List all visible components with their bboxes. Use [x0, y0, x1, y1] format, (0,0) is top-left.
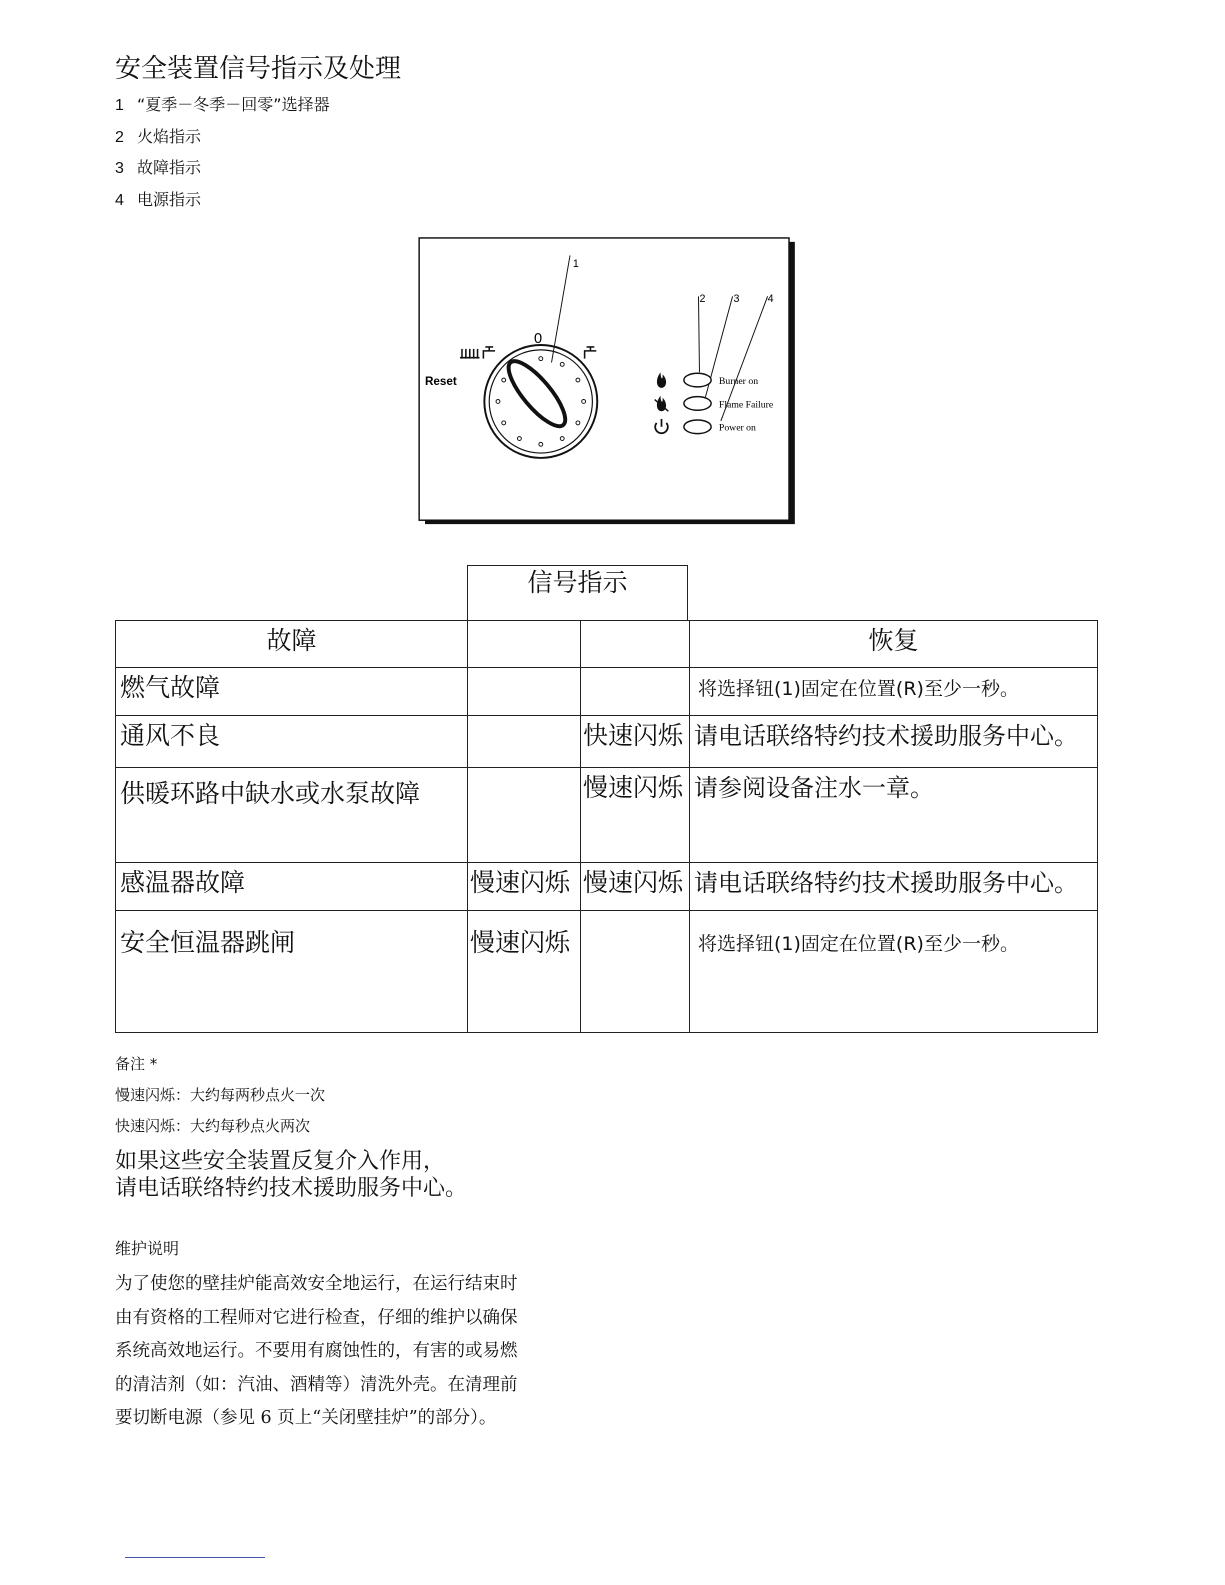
control-panel-diagram — [416, 236, 798, 528]
legend-text: 电源指示 — [137, 189, 202, 209]
notes-block — [115, 1050, 325, 1143]
table-row — [116, 668, 1098, 716]
legend-number: 4 — [115, 191, 124, 209]
dial-dot — [560, 362, 564, 366]
fault-cell: 通风不良 — [116, 716, 468, 768]
legend-item — [115, 155, 330, 187]
legend-item — [115, 187, 330, 219]
note-fast-blink: 快速闪烁：大约每秒点火两次 — [115, 1117, 311, 1135]
callout-label-2: 2 — [699, 293, 706, 306]
signal-cell-1: 慢速闪烁 — [468, 863, 581, 911]
maintenance-line: 由有资格的工程师对它进行检查，仔细的维护以确保 — [115, 1307, 518, 1328]
maintenance-line: 要切断电源（参见 6 页上“关闭壁挂炉”的部分）。 — [115, 1408, 497, 1428]
dial-dot — [539, 357, 543, 361]
fault-cell: 燃气故障 — [116, 668, 468, 716]
table-row — [116, 863, 1098, 911]
fault-header: 故障 — [116, 621, 468, 668]
callout-label-3: 3 — [733, 293, 740, 306]
notes-heading: 备注 * — [115, 1055, 158, 1073]
table-header-row — [116, 621, 1098, 668]
callout-label-4: 4 — [767, 293, 774, 306]
signal-cell-1 — [468, 668, 581, 716]
signal-cell-2: 慢速闪烁 — [581, 768, 690, 863]
signal-cell-1 — [468, 768, 581, 863]
legend-item — [115, 124, 330, 156]
footer-rule — [125, 1557, 265, 1558]
legend-text: 故障指示 — [137, 158, 202, 177]
dial-dot — [502, 421, 506, 425]
recovery-cell: 请参阅设备注水一章。 — [690, 768, 1098, 863]
fault-table — [115, 620, 1098, 1033]
dial-dot — [539, 442, 543, 446]
indicator-label-power: Power on — [718, 422, 756, 434]
recovery-cell: 请电话联络特约技术援助服务中心。 — [690, 716, 1098, 768]
signal-cell-2 — [581, 911, 690, 1033]
repeat-intervention-notice — [115, 1148, 467, 1202]
dial-dot — [517, 437, 521, 441]
led-flame-failure — [684, 397, 711, 411]
maintenance-heading: 维护说明 — [115, 1239, 180, 1258]
indicator-label-burner: Burner on — [718, 375, 759, 387]
legend-list — [115, 92, 330, 218]
note-slow-blink: 慢速闪烁：大约每两秒点火一次 — [115, 1086, 326, 1104]
signal-cell-2: 慢速闪烁 — [581, 863, 690, 911]
led-power-on — [684, 420, 711, 434]
signal-col-1-header — [468, 621, 581, 668]
dial-dot — [576, 378, 580, 382]
maintenance-line: 系统高效地运行。不要用有腐蚀性的，有害的或易燃 — [115, 1341, 518, 1361]
table-row — [116, 768, 1098, 863]
legend-number: 1 — [115, 97, 124, 114]
recovery-cell: 将选择钮(1)固定在位置(R)至少一秒。 — [690, 668, 1098, 716]
table-row — [116, 716, 1098, 768]
legend-item — [115, 92, 330, 124]
fault-cell: 安全恒温器跳闸 — [116, 911, 468, 1033]
callout-label-1: 1 — [572, 258, 579, 271]
signal-col-2-header — [581, 621, 690, 668]
recovery-header: 恢复 — [690, 621, 1098, 668]
indicator-label-flame-failure: Flame Failure — [718, 399, 774, 411]
reset-label: Reset — [424, 374, 457, 388]
legend-number: 2 — [115, 128, 124, 146]
dial-dot — [502, 378, 506, 382]
fault-cell: 供暖环路中缺水或水泵故障 — [116, 768, 468, 863]
dial-dot — [496, 400, 500, 404]
legend-text: 火焰指示 — [137, 126, 202, 146]
recovery-cell: 将选择钮(1)固定在位置(R)至少一秒。 — [690, 911, 1098, 1033]
legend-number: 3 — [115, 160, 124, 177]
recovery-cell: 请电话联络特约技术援助服务中心。 — [690, 863, 1098, 911]
signal-cell-1 — [468, 716, 581, 768]
signal-cell-1: 慢速闪烁 — [468, 911, 581, 1033]
dial-dot — [582, 400, 586, 404]
table-row — [116, 911, 1098, 1033]
notice-line: 请电话联络特约技术援助服务中心。 — [115, 1176, 468, 1201]
maintenance-line: 的清洁剂（如：汽油、酒精等）清洗外壳。在清理前 — [115, 1374, 518, 1395]
page-title: 安全装置信号指示及处理 — [115, 54, 402, 84]
dial-dot — [560, 437, 564, 441]
signal-header: 信号指示 — [467, 565, 688, 620]
notice-line: 如果这些安全装置反复介入作用， — [115, 1149, 446, 1174]
dial-zero-label: 0 — [534, 331, 543, 348]
maintenance-line: 为了使您的壁挂炉能高效安全地运行，在运行结束时 — [115, 1274, 518, 1294]
signal-cell-2 — [581, 668, 690, 716]
legend-text: “夏季－冬季－回零”选择器 — [137, 95, 330, 114]
dial-dot — [576, 421, 580, 425]
fault-cell: 感温器故障 — [116, 863, 468, 911]
signal-cell-2: 快速闪烁 — [581, 716, 690, 768]
led-burner-on — [684, 373, 711, 387]
maintenance-body — [115, 1268, 585, 1436]
